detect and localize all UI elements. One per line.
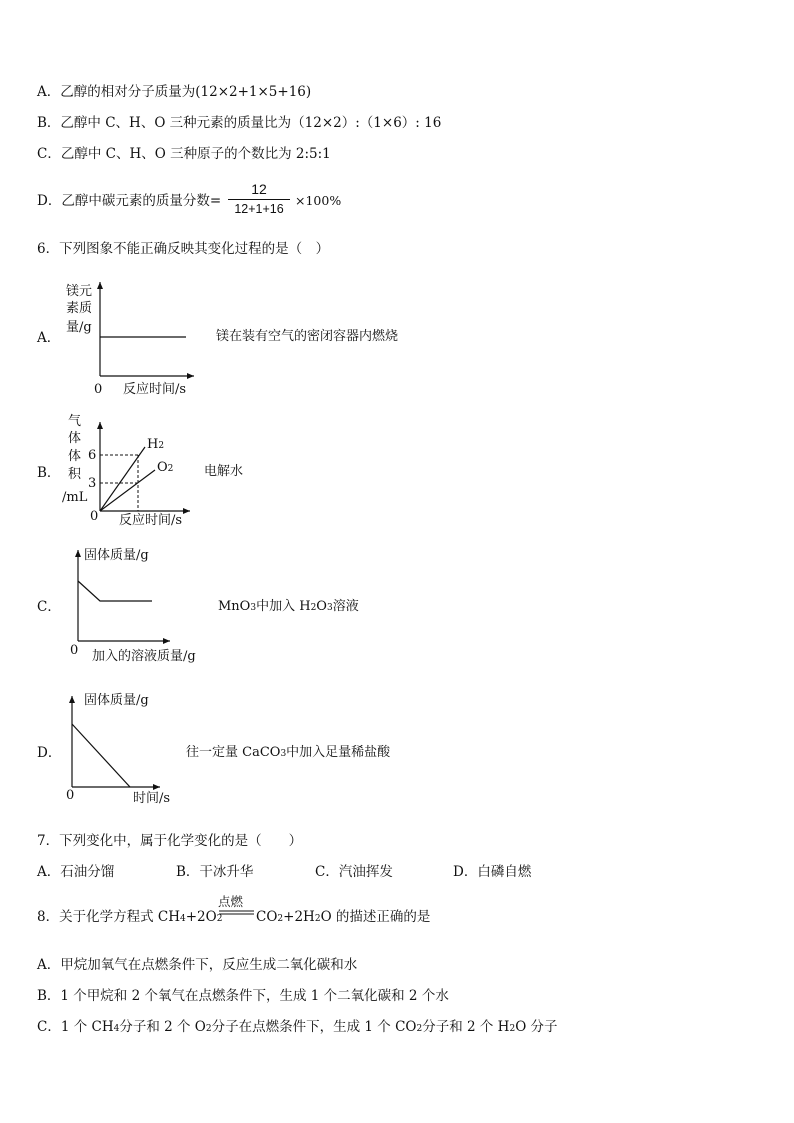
q6-c-letter: C．: [37, 599, 61, 615]
graph-b-tick-6: 6: [88, 448, 97, 463]
q7-option-d: D．白磷自燃: [453, 864, 532, 880]
graph-a-description: 镁在装有空气的密闭容器内燃烧: [216, 329, 399, 344]
graph-c: [78, 550, 170, 641]
graph-a-xlabel: 反应时间/s: [123, 382, 187, 397]
graph-a-ylabel-2: 素质: [66, 301, 93, 316]
q7-option-a: A．石油分馏: [37, 864, 115, 880]
graph-b-o2-line: [100, 470, 155, 511]
graph-b-ylabel-1: 气: [68, 414, 82, 429]
graph-b-ylabel-5: /mL: [62, 490, 88, 505]
q6-a-letter: A．: [37, 330, 61, 346]
q8-option-b: B．1 个甲烷和 2 个氧气在点燃条件下，生成 1 个二氧化碳和 2 个水: [37, 988, 449, 1004]
graph-b-origin: 0: [90, 509, 99, 524]
q7-option-b: B．干冰升华: [176, 864, 254, 880]
graph-d-description: 往一定量 CaCO3中加入足量稀盐酸: [186, 745, 391, 760]
graph-b-ylabel-2: 体: [68, 431, 82, 446]
graph-b-tick-3: 3: [88, 476, 97, 491]
graph-b-h2-label: H2: [147, 437, 165, 452]
graph-a-ylabel-3: 量/g: [66, 320, 92, 335]
q5-option-b: B．乙醇中 C、H、O 三种元素的质量比为（12×2）:（1×6）: 16: [37, 115, 442, 131]
graph-b: [100, 422, 190, 511]
q7-option-c: C．汽油挥发: [315, 864, 393, 880]
fraction-denominator: 12+1+16: [234, 202, 284, 216]
graph-b-xlabel: 反应时间/s: [119, 513, 183, 528]
q8-option-c: C．1 个 CH4分子和 2 个 O2分子在点燃条件下，生成 1 个 CO2分子和 2 个 H2O 分子: [37, 1019, 558, 1035]
graph-c-xlabel: 加入的溶液质量/g: [92, 649, 196, 664]
graph-a: [100, 282, 194, 376]
q5-option-d-prefix: D．乙醇中碳元素的质量分数=: [37, 193, 222, 209]
graph-d-line: [72, 724, 130, 787]
graph-b-description: 电解水: [204, 464, 244, 479]
q8-condition: 点燃: [218, 894, 244, 909]
graph-c-description: MnO3中加入 H2O3溶液: [218, 599, 359, 614]
graph-c-line: [78, 581, 152, 601]
q7-stem: 7．下列变化中，属于化学变化的是（ ）: [37, 833, 303, 849]
graph-a-origin: 0: [94, 382, 103, 397]
q5-option-d-suffix: ×100%: [295, 193, 342, 208]
q8-option-a: A．甲烷加氧气在点燃条件下，反应生成二氧化碳和水: [37, 957, 358, 973]
q8-stem: 8．关于化学方程式 CH4+2O2: [37, 909, 223, 925]
q6-d-letter: D．: [37, 745, 62, 761]
graph-d-origin: 0: [66, 788, 75, 803]
q5-option-c: C．乙醇中 C、H、O 三种原子的个数比为 2:5:1: [37, 146, 331, 162]
graph-d: [72, 696, 160, 787]
graph-b-o2-label: O2: [157, 460, 174, 475]
graph-c-ylabel: 固体质量/g: [84, 548, 149, 563]
graph-c-origin: 0: [70, 643, 79, 658]
q8-stem-products: CO2+2H2O 的描述正确的是: [256, 909, 431, 925]
graph-b-ylabel-3: 体: [68, 449, 82, 464]
graph-d-ylabel: 固体质量/g: [84, 693, 149, 708]
graph-a-ylabel-1: 镁元: [66, 284, 93, 299]
q6-b-letter: B．: [37, 465, 61, 481]
graph-b-ylabel-4: 积: [68, 467, 82, 482]
fraction-numerator: 12: [251, 181, 267, 197]
graph-d-xlabel: 时间/s: [133, 791, 171, 806]
q5-option-a: A．乙醇的相对分子质量为(12×2+1×5+16): [37, 84, 312, 100]
q6-stem: 6．下列图象不能正确反映其变化过程的是（ ）: [37, 241, 330, 257]
